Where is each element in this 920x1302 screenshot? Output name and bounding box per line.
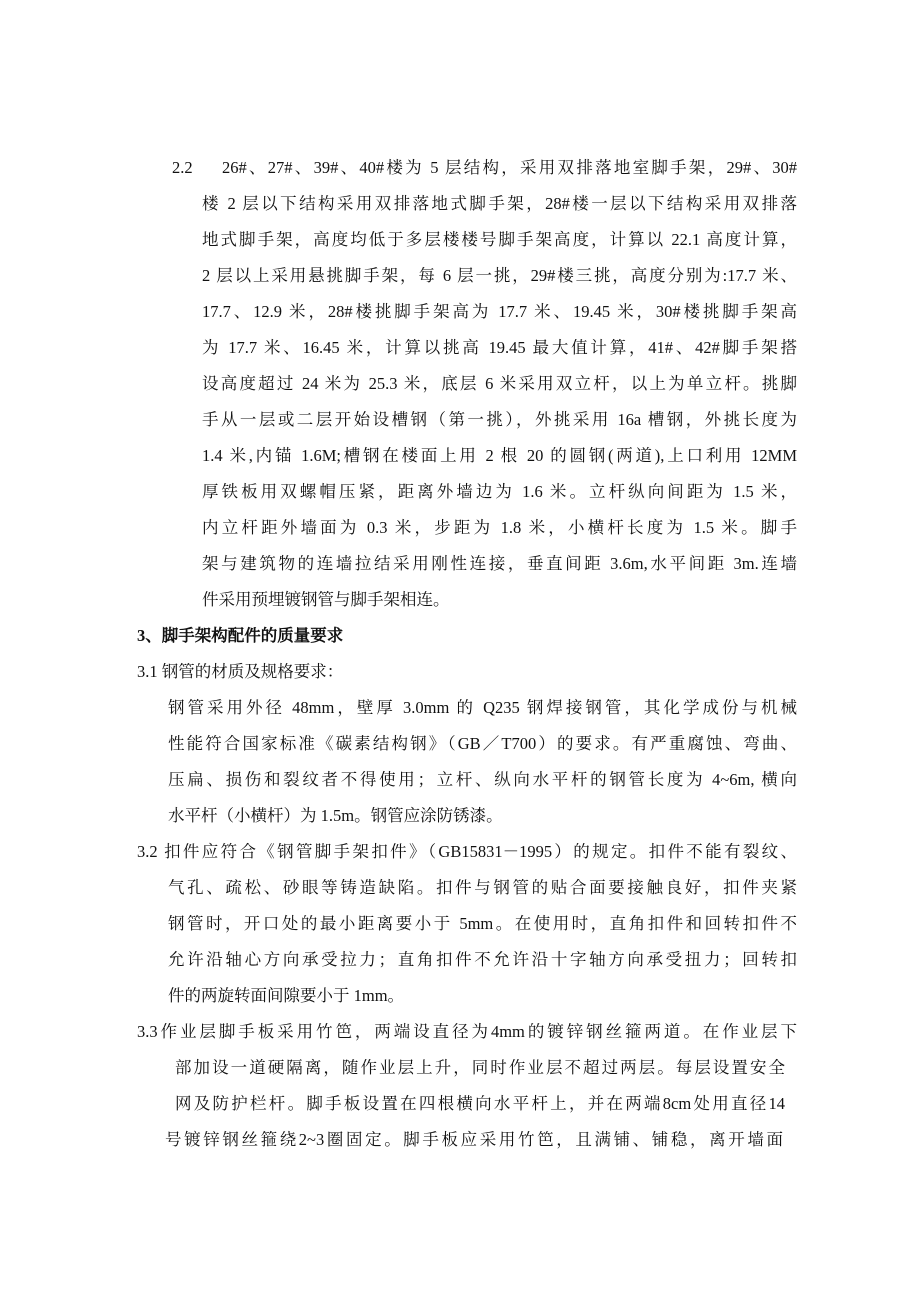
item-3-2-line: 钢管时，开口处的最小距离要小于 5mm。在使用时，直角扣件和回转扣件不 <box>168 914 797 933</box>
item-3-1-line: 压扁、损伤和裂纹者不得使用；立杆、纵向水平杆的钢管长度为 4~6m, 横向 <box>168 770 797 789</box>
item-3-2-line: 3.2 扣件应符合《钢管脚手架扣件》（GB15831－1995）的规定。扣件不能有裂纹、 <box>137 842 797 861</box>
section-2-2-number: 2.2 <box>172 158 193 177</box>
item-3-1-line: 性能符合国家标准《碳素结构钢》（GB／T700）的要求。有严重腐蚀、弯曲、 <box>168 734 797 753</box>
item-3-2-line: 件的两旋转面间隙要小于 1mm。 <box>168 986 405 1005</box>
section-2-2-line: 架与建筑物的连墙拉结采用刚性连接，垂直间距 3.6m,水平间距 3m.连墙 <box>202 554 797 573</box>
section-2-2-line: 厚铁板用双螺帽压紧，距离外墙边为 1.6 米。立杆纵向间距为 1.5 米， <box>202 482 797 501</box>
item-3-3-line: 3.3作业层脚手板采用竹笆，两端设直径为4mm的镀锌钢丝箍两道。在作业层下 <box>137 1022 797 1041</box>
section-2-2-line: 手从一层或二层开始设槽钢（第一挑），外挑采用 16a 槽钢，外挑长度为 <box>202 410 797 429</box>
section-2-2-line: 2 层以上采用悬挑脚手架，每 6 层一挑，29#楼三挑，高度分别为:17.7 米、 <box>202 266 797 285</box>
section-3-heading: 3、脚手架构配件的质量要求 <box>137 626 344 645</box>
item-3-1-line: 水平杆（小横杆）为 1.5m。钢管应涂防锈漆。 <box>168 806 503 825</box>
item-3-2-line: 气孔、疏松、砂眼等铸造缺陷。扣件与钢管的贴合面要接触良好，扣件夹紧 <box>168 878 797 897</box>
item-3-3-line: 号镀锌钢丝箍绕2~3圈固定。脚手板应采用竹笆，且满铺、铺稳，离开墙面 <box>165 1130 783 1149</box>
section-2-2-line: 为 17.7 米、16.45 米，计算以挑高 19.45 最大值计算，41#、42#脚手架搭 <box>202 338 798 357</box>
section-2-2-line: 件采用预埋镀钢管与脚手架相连。 <box>202 590 450 609</box>
section-2-2-line: 26#、27#、39#、40#楼为 5 层结构，采用双排落地室脚手架，29#、30# <box>222 158 797 177</box>
item-3-2-line: 允许沿轴心方向承受拉力；直角扣件不允许沿十字轴方向承受扭力；回转扣 <box>168 950 797 969</box>
section-2-2-line: 设高度超过 24 米为 25.3 米，底层 6 米采用双立杆，以上为单立杆。挑脚 <box>202 374 797 393</box>
item-3-3-line: 部加设一道硬隔离，随作业层上升，同时作业层不超过两层。每层设置安全 <box>175 1058 785 1077</box>
item-3-3-line: 网及防护栏杆。脚手板设置在四根横向水平杆上，并在两端8cm处用直径14 <box>175 1094 785 1113</box>
item-3-1-line: 钢管采用外径 48mm，壁厚 3.0mm 的 Q235 钢焊接钢管，其化学成份与机械 <box>168 698 797 717</box>
section-2-2-line: 内立杆距外墙面为 0.3 米，步距为 1.8 米，小横杆长度为 1.5 米。脚手 <box>202 518 797 537</box>
section-2-2-line: 17.7、12.9 米，28#楼挑脚手架高为 17.7 米、19.45 米，30#楼挑脚手架高 <box>202 302 797 321</box>
item-3-1-title: 3.1 钢管的材质及规格要求： <box>137 662 344 681</box>
section-2-2-line: 1.4 米,内锚 1.6M;槽钢在楼面上用 2 根 20 的圆钢(两道),上口利用 12MM <box>202 446 797 465</box>
section-2-2-line: 地式脚手架，高度均低于多层楼楼号脚手架高度，计算以 22.1 高度计算， <box>202 230 797 249</box>
section-2-2-line: 楼 2 层以下结构采用双排落地式脚手架，28#楼一层以下结构采用双排落 <box>202 194 797 213</box>
